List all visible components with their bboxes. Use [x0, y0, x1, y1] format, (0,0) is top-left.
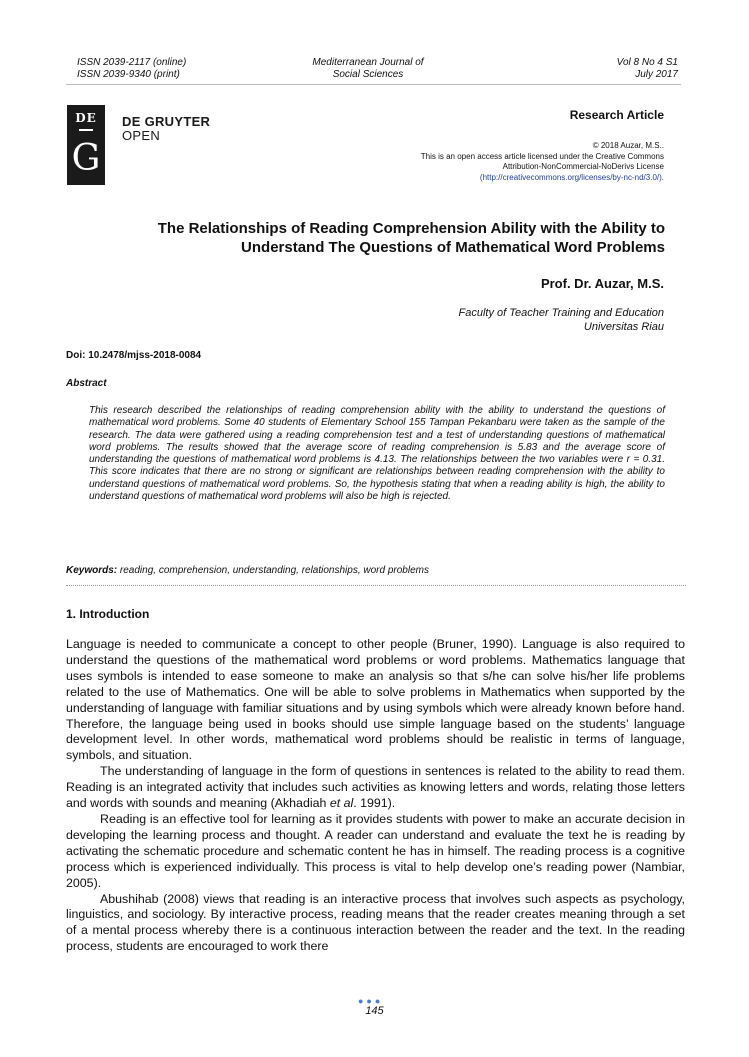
journal-line1: Mediterranean Journal of [312, 57, 424, 68]
title-line1: The Relationships of Reading Comprehension Ability with the Ability to [157, 220, 665, 237]
section-heading: 1. Introduction [66, 607, 150, 621]
publisher-name [122, 115, 210, 143]
publisher-line1: DE GRUYTER [122, 114, 211, 129]
logo-de-text: DE [75, 111, 97, 125]
paragraph-1: Language is needed to communicate a concept to other people (Bruner, 1990). Language is also required to understand the questions of the mathematical word problems or word problems. Mathematics language that uses symbols is intended to ease someone to make an analysis so that s/he can solve his/her life problems related to the use of Mathematics. One will be able to solve problems in Mathematics when supported by the understanding of language with familiar situations and by using symbols which were already known before hand. Therefore, the language being used in books should use simple language based on the students’ language development level. In other words, mathematical word problems should be realistic in terms of language, symbols, and situation. [66, 637, 685, 763]
journal-name [268, 57, 468, 81]
journal-line2: Social Sciences [332, 69, 404, 80]
keywords-list: reading, comprehension, understanding, relationships, word problems [117, 565, 429, 576]
abstract-text: This research described the relationships of reading comprehension ability with the ability to understand the questions of mathematical word problems. Some 40 students of Elementary School 155 Tampan Pekanbaru were taken as the sample of the research. The data were gathered using a reading comprehension test and a test of understanding questions of mathematical word problems. The results showed that the average score of reading comprehension is 5.83 and the average score of understanding the questions of mathematical word problems is 4.13. The relationships between the two variables were r = 0.31. This score indicates that there are no strong or significant are relationships between reading comprehension with the ability to understand questions of mathematical word problems. So, the hypothesis stating that when a reading ability is high, the ability to understand questions of mathematical word problems will also be high is rejected. [89, 405, 665, 503]
article-type: Research Article [569, 108, 664, 122]
issn-print: ISSN 2039-9340 (print) [77, 69, 180, 80]
paragraph-4: Abushihab (2008) views that reading is an interactive process that involves such aspects as psychology, linguistics, and sociology. By interactive process, reading means that the reader creates meaning through a set of a mental process whereby there is a continuous interaction between the reader and the text. In the reading process, students are encouraged to work there [66, 891, 685, 954]
author: Prof. Dr. Auzar, M.S. [540, 276, 664, 291]
keywords-divider [66, 585, 686, 586]
body-text [66, 637, 685, 955]
doi: Doi: 10.2478/mjss-2018-0084 [66, 350, 202, 361]
paragraph-2-b: . 1991). [353, 796, 396, 811]
publisher-line2: OPEN [122, 128, 161, 143]
paragraph-2-a: The understanding of language in the form of questions in sentences is related to the ability to read them. Reading is an integrated activity that includes such activities as knowing letters and words, relating those letters and words with sounds and meaning (Akhadiah [66, 764, 685, 811]
keywords-label: Keywords: [66, 565, 118, 576]
logo-bar [79, 129, 93, 131]
license-line3: Attribution-NonCommercial-NoDerivs License [502, 162, 664, 171]
keywords [66, 565, 429, 576]
paragraph-2 [66, 764, 685, 812]
affiliation [459, 306, 664, 334]
abstract-heading: Abstract [66, 378, 107, 389]
affiliation-line1: Faculty of Teacher Training and Education [458, 307, 664, 319]
license-block [421, 141, 664, 183]
license-link[interactable]: (http://creativecommons.org/licenses/by-nc-nd/3.0/). [479, 172, 664, 182]
page-dots-ornament: ●●● [358, 996, 384, 1006]
issn-online: ISSN 2039-2117 (online) [77, 57, 187, 68]
issue-date: July 2017 [635, 69, 678, 80]
paper-title [66, 219, 665, 257]
volume: Vol 8 No 4 S1 [616, 57, 678, 68]
affiliation-line2: Universitas Riau [583, 321, 664, 333]
logo-g-text: G [71, 138, 101, 179]
license-line2: This is an open access article licensed under the Creative Commons [420, 151, 664, 161]
de-gruyter-logo [67, 105, 105, 185]
page-number: 145 [365, 1005, 384, 1017]
volume-block [617, 57, 678, 81]
paragraph-2-em: et al [329, 796, 354, 811]
issn-block [77, 57, 186, 81]
paragraph-3: Reading is an effective tool for learning as it provides students with power to make an accurate decision in developing the learning process and thought. A reader can understand and evaluate the text he is reading by activating the schematic procedure and schematic content he has in himself. The reading process is a cognitive process which is experienced individually. This process is vital to help develop one’s reading power (Nambiar, 2005). [66, 811, 685, 890]
title-line2: Understand The Questions of Mathematical Word Problems [241, 239, 665, 256]
copyright: © 2018 Auzar, M.S.. [592, 141, 664, 150]
header-divider [66, 84, 681, 85]
